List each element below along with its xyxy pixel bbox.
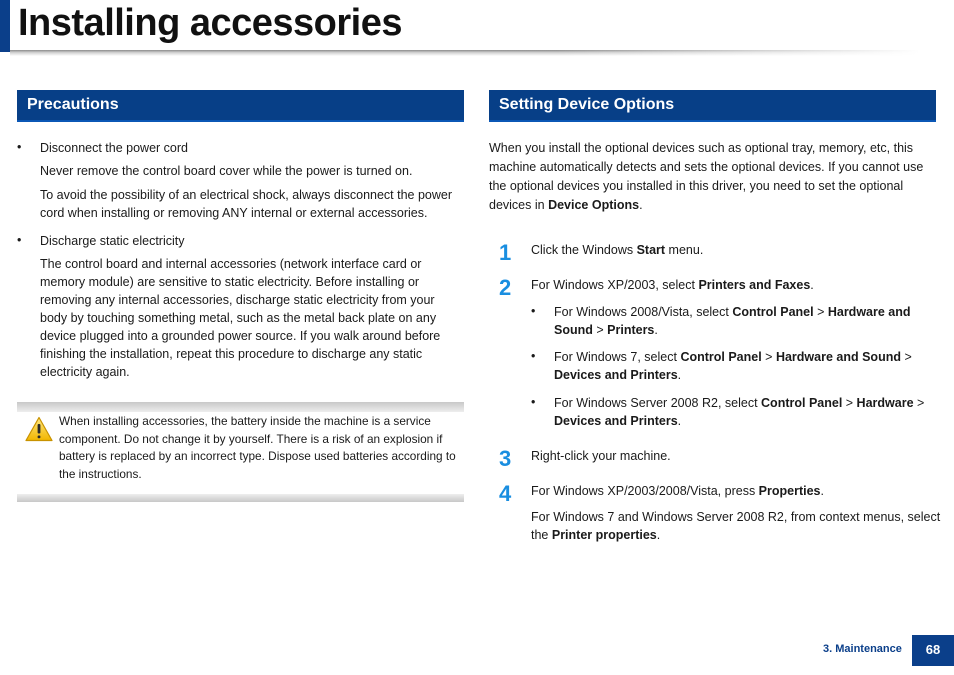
sub-text: For Windows Server 2008 R2, select	[554, 396, 762, 410]
step-4-extra-line2	[531, 526, 660, 544]
sub-term: Devices and Printers	[554, 414, 678, 428]
precautions-header: Precautions	[17, 90, 464, 122]
item-disconnect-p2-line2: cord when installing or removing ANY internal or external accessories.	[40, 206, 428, 220]
sub-win7-line1	[554, 348, 912, 366]
step-text: menu.	[665, 243, 704, 257]
step-3-text: Right-click your machine.	[531, 449, 671, 463]
sub-term: Control Panel	[761, 396, 843, 410]
step-text: .	[656, 528, 661, 542]
warning-icon	[25, 416, 53, 442]
intro-line: machine automatically detects and sets the optional devices. If you cannot use	[489, 160, 924, 174]
sub-sep: >	[900, 350, 912, 364]
item-disconnect-p1: Never remove the control board cover while the power is turned on.	[40, 164, 413, 178]
sub-win7-line2	[554, 366, 681, 384]
note-bottom-border	[17, 494, 464, 502]
warning-note	[17, 402, 464, 502]
item-static-line: device plugged into a grounded power source. If you walk around before	[40, 329, 441, 343]
intro-text: .	[639, 198, 643, 212]
note-top-border	[17, 402, 464, 412]
sub-server-line2	[554, 412, 681, 430]
sub-term: Control Panel	[680, 350, 762, 364]
sub-term: Control Panel	[732, 305, 814, 319]
warning-line: battery is replaced by an incorrect type. Dispose used batteries according to	[59, 449, 456, 464]
sub-sep: >	[913, 396, 925, 410]
sub-text: .	[677, 414, 682, 428]
page-number: 68	[912, 635, 954, 666]
item-static-line: electricity again.	[40, 365, 130, 379]
intro-line: the optional devices you installed in this driver, you need to set the optional	[489, 179, 904, 193]
device-options-term: Device Options	[548, 198, 640, 212]
item-static-line: body by touching something metal, such as the metal back plate on any	[40, 311, 437, 325]
step-term: Printers and Faxes	[698, 278, 811, 292]
item-disconnect-title: Disconnect the power cord	[40, 141, 188, 155]
sub-term: Sound	[554, 323, 593, 337]
sub-server-line1	[554, 394, 924, 412]
step-text: For Windows XP/2003/2008/Vista, press	[531, 484, 759, 498]
sub-term: Hardware and Sound	[775, 350, 901, 364]
bullet-marker: •	[17, 140, 22, 154]
sub-sep: >	[813, 305, 828, 319]
item-static-line: The control board and internal accessories (network interface card or	[40, 257, 422, 271]
item-static-title: Discharge static electricity	[40, 234, 185, 248]
sub-term: Printers	[607, 323, 655, 337]
item-disconnect-p2-line1: To avoid the possibility of an electrical shock, always disconnect the power	[40, 188, 453, 202]
sub-sep: >	[592, 323, 608, 337]
warning-line: component. Do not change it by yourself. There is a risk of an explosion if	[59, 431, 443, 446]
step-text: the	[531, 528, 552, 542]
sub-term: Hardware	[856, 396, 914, 410]
intro-line-last	[489, 196, 643, 214]
sub-text: For Windows 7, select	[554, 350, 681, 364]
step-text: Click the Windows	[531, 243, 637, 257]
step-text: .	[820, 484, 824, 498]
warning-line: the instructions.	[59, 467, 142, 482]
bullet-marker: •	[17, 233, 22, 247]
intro-line: When you install the optional devices such as optional tray, memory, etc, this	[489, 141, 914, 155]
step-term: Start	[636, 243, 666, 257]
bullet-marker: •	[531, 304, 536, 318]
step-4-text	[531, 482, 824, 500]
title-accent-bar	[0, 0, 10, 52]
sub-text: .	[654, 323, 658, 337]
sub-vista-line1	[554, 303, 911, 321]
item-static-line: finishing the installation, repeat this procedure to discharge any static	[40, 347, 423, 361]
page-title: Installing accessories	[18, 2, 402, 44]
sub-text: For Windows 2008/Vista, select	[554, 305, 733, 319]
device-options-header: Setting Device Options	[489, 90, 936, 122]
sub-text: .	[677, 368, 682, 382]
step-term: Properties	[758, 484, 821, 498]
step-text: For Windows XP/2003, select	[531, 278, 699, 292]
step-number: 1	[499, 240, 512, 265]
step-text: .	[810, 278, 814, 292]
warning-text	[59, 413, 464, 484]
intro-text: devices in	[489, 198, 549, 212]
item-static-line: memory module) are sensitive to static electricity. Before installing or	[40, 275, 420, 289]
step-number: 2	[499, 275, 512, 300]
bullet-marker: •	[531, 395, 536, 409]
step-4-extra-line1: For Windows 7 and Windows Server 2008 R2, from context menus, select	[531, 510, 941, 524]
sub-sep: >	[761, 350, 776, 364]
sub-sep: >	[842, 396, 857, 410]
step-number: 4	[499, 481, 512, 506]
sub-term: Hardware and	[827, 305, 911, 319]
step-number: 3	[499, 446, 512, 471]
sub-vista-line2	[554, 321, 658, 339]
bullet-marker: •	[531, 349, 536, 363]
item-static-line: removing any internal accessories, discharge static electricity from your	[40, 293, 435, 307]
step-term: Printer properties	[551, 528, 657, 542]
sub-term: Devices and Printers	[554, 368, 678, 382]
step-1-text	[531, 241, 703, 259]
warning-line: When installing accessories, the battery inside the machine is a service	[59, 414, 431, 428]
step-2-text	[531, 276, 814, 294]
footer-section-link[interactable]: 3. Maintenance	[823, 643, 902, 655]
title-rule-fade	[10, 50, 920, 56]
